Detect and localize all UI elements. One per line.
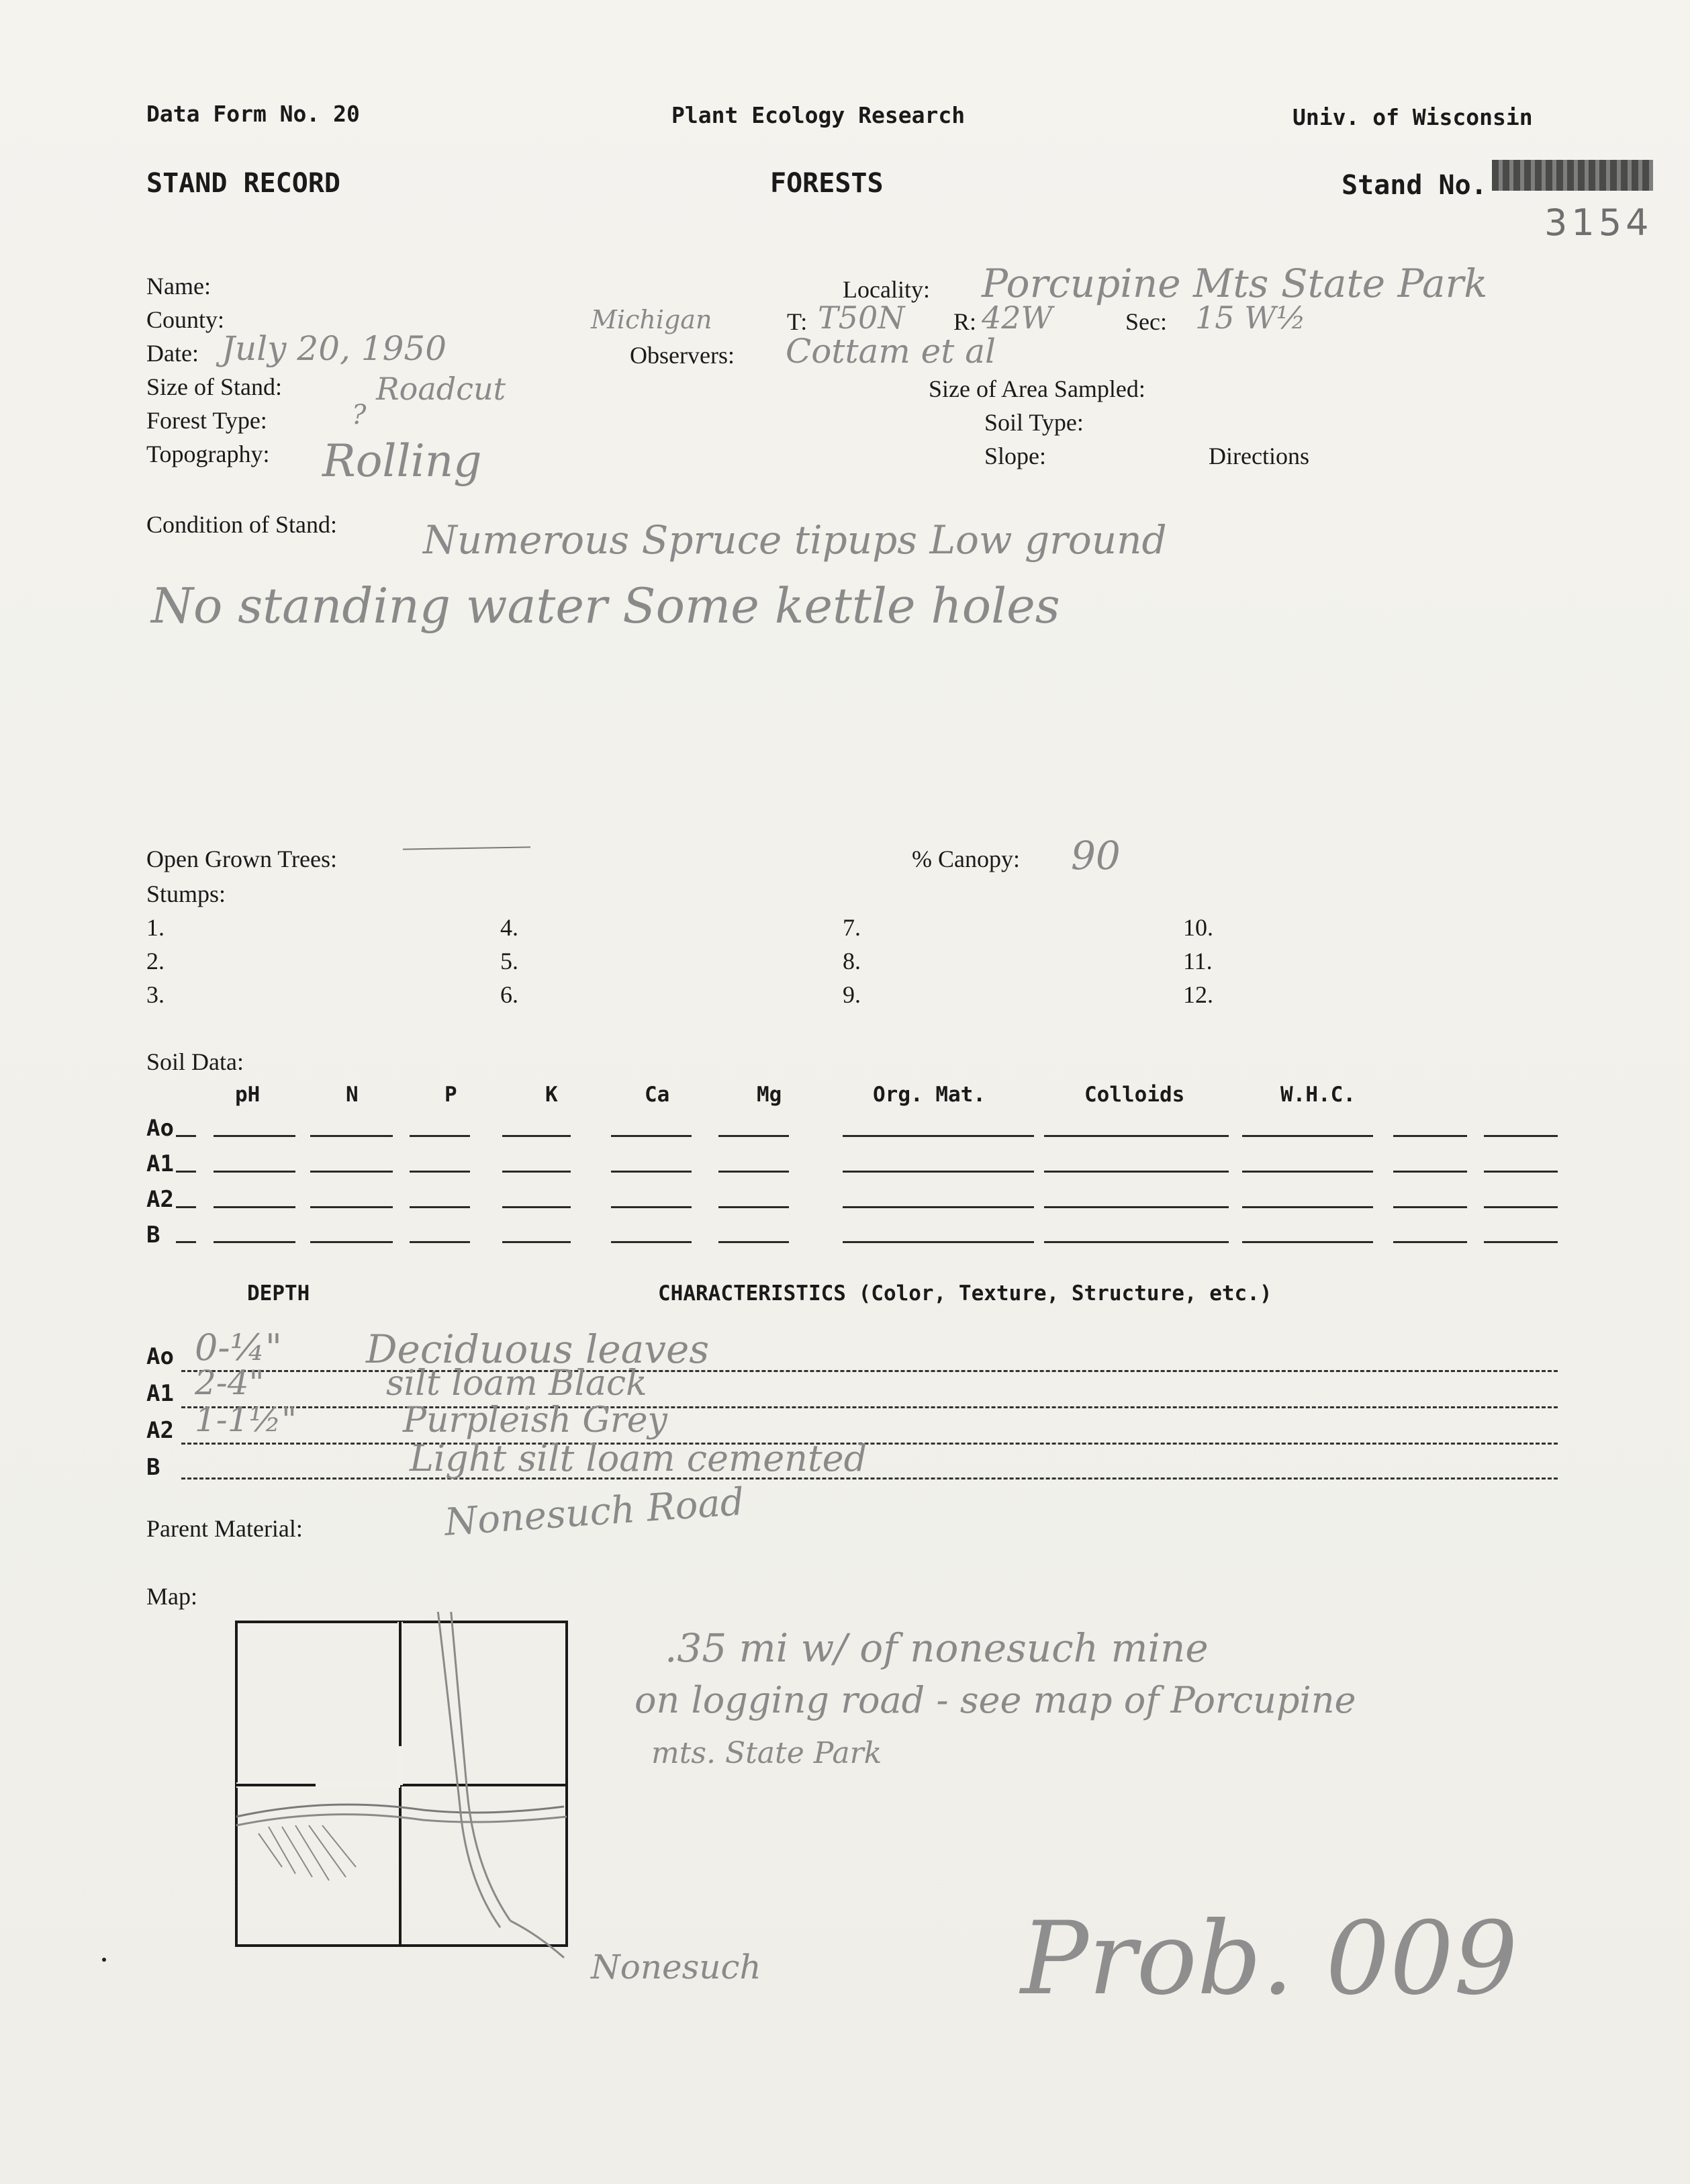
soil-cell-line bbox=[1242, 1241, 1373, 1243]
forest-title: FORESTS bbox=[770, 168, 884, 199]
topography-label: Topography: bbox=[146, 441, 270, 467]
stump-7: 7. bbox=[843, 914, 861, 941]
soil-cell-line bbox=[843, 1135, 1034, 1137]
map-sketch bbox=[228, 1612, 604, 1961]
soil-col-colloids: Colloids bbox=[1084, 1083, 1185, 1107]
observers-value: Cottam et al bbox=[786, 332, 996, 371]
scribbled-out-number bbox=[1492, 160, 1653, 191]
soil-cell-line bbox=[214, 1206, 295, 1208]
soil-cell-line bbox=[310, 1171, 393, 1173]
profile-row-ao: Ao bbox=[146, 1343, 174, 1370]
condition-label: Condition of Stand: bbox=[146, 511, 338, 538]
locality-label: Locality: bbox=[843, 276, 930, 303]
soil-cell-line bbox=[1484, 1206, 1558, 1208]
locality-value: Porcupine Mts State Park bbox=[982, 261, 1488, 306]
soil-type-label: Soil Type: bbox=[984, 409, 1084, 436]
soil-col-mg: Mg bbox=[757, 1083, 782, 1107]
soil-row-leader bbox=[176, 1206, 196, 1208]
soil-cell-line bbox=[410, 1135, 470, 1137]
county-label: County: bbox=[146, 306, 225, 333]
date-label: Date: bbox=[146, 340, 199, 367]
soil-cell-line bbox=[1484, 1135, 1558, 1137]
township-label: T: bbox=[787, 308, 808, 335]
parent-material-value: Nonesuch Road bbox=[443, 1480, 746, 1545]
form-number: Data Form No. 20 bbox=[146, 101, 360, 127]
forest-type-label: Forest Type: bbox=[146, 407, 267, 434]
size-area-label: Size of Area Sampled: bbox=[929, 375, 1145, 402]
soil-cell-line bbox=[310, 1135, 393, 1137]
soil-cell-line bbox=[843, 1241, 1034, 1243]
soil-cell-line bbox=[1044, 1135, 1229, 1137]
soil-cell-line bbox=[502, 1171, 571, 1173]
stump-4: 4. bbox=[500, 914, 518, 941]
condition-line-2: No standing water Some kettle holes bbox=[151, 578, 1060, 634]
soil-col-k: K bbox=[545, 1083, 558, 1107]
soil-cell-line bbox=[1242, 1135, 1373, 1137]
profile-desc-b: Light silt loam cemented bbox=[410, 1437, 867, 1480]
soil-cell-line bbox=[1044, 1206, 1229, 1208]
open-grown-trees-label: Open Grown Trees: bbox=[146, 846, 337, 872]
org-name: Plant Ecology Research bbox=[671, 102, 966, 128]
soil-col-n: N bbox=[346, 1083, 359, 1107]
stand-no-label: Stand No. bbox=[1342, 170, 1487, 201]
soil-row-leader bbox=[176, 1171, 196, 1173]
soil-row-b: B bbox=[146, 1222, 160, 1248]
profile-desc-ao: Deciduous leaves bbox=[366, 1326, 710, 1372]
stump-3: 3. bbox=[146, 981, 165, 1008]
soil-row-leader bbox=[176, 1135, 196, 1137]
soil-cell-line bbox=[1393, 1206, 1467, 1208]
soil-cell-line bbox=[214, 1135, 295, 1137]
soil-cell-line bbox=[718, 1171, 789, 1173]
soil-cell-line bbox=[410, 1241, 470, 1243]
range-value: 42W bbox=[982, 300, 1053, 336]
soil-cell-line bbox=[410, 1171, 470, 1173]
soil-cell-line bbox=[214, 1171, 295, 1173]
stray-dot bbox=[102, 1958, 106, 1962]
soil-cell-line bbox=[1393, 1135, 1467, 1137]
section-label: Sec: bbox=[1125, 308, 1167, 335]
slope-label: Slope: bbox=[984, 443, 1047, 469]
depth-label: DEPTH bbox=[247, 1281, 310, 1306]
township-value: T50N bbox=[818, 300, 905, 336]
soil-cell-line bbox=[310, 1241, 393, 1243]
topography-value: Rolling bbox=[322, 435, 482, 487]
stump-5: 5. bbox=[500, 948, 518, 974]
parent-material-label: Parent Material: bbox=[146, 1515, 303, 1542]
profile-row-a1: A1 bbox=[146, 1380, 174, 1407]
soil-cell-line bbox=[611, 1171, 692, 1173]
name-label: Name: bbox=[146, 273, 211, 300]
profile-line-a1 bbox=[181, 1406, 1558, 1408]
soil-cell-line bbox=[1044, 1241, 1229, 1243]
soil-cell-line bbox=[611, 1206, 692, 1208]
soil-row-ao: Ao bbox=[146, 1115, 174, 1142]
profile-depth-a2: 1-1½" bbox=[195, 1400, 297, 1439]
map-bottom-label: Nonesuch bbox=[591, 1948, 761, 1987]
size-of-stand-label: Size of Stand: bbox=[146, 373, 282, 400]
soil-col-org-mat: Org. Mat. bbox=[873, 1083, 986, 1107]
soil-cell-line bbox=[1242, 1206, 1373, 1208]
soil-cell-line bbox=[611, 1241, 692, 1243]
range-label: R: bbox=[953, 308, 977, 335]
date-value: July 20, 1950 bbox=[222, 329, 447, 368]
stump-12: 12. bbox=[1183, 981, 1213, 1008]
soil-data-label: Soil Data: bbox=[146, 1048, 244, 1075]
size-of-stand-value: Roadcut bbox=[376, 371, 506, 407]
soil-cell-line bbox=[410, 1206, 470, 1208]
soil-col-ca: Ca bbox=[645, 1083, 670, 1107]
profile-depth-a1: 2-4" bbox=[195, 1363, 265, 1402]
forest-type-value: ? bbox=[352, 400, 367, 430]
soil-cell-line bbox=[843, 1206, 1034, 1208]
stump-2: 2. bbox=[146, 948, 165, 974]
soil-cell-line bbox=[502, 1135, 571, 1137]
soil-cell-line bbox=[502, 1206, 571, 1208]
canopy-value: 90 bbox=[1071, 833, 1121, 878]
soil-cell-line bbox=[1393, 1241, 1467, 1243]
soil-cell-line bbox=[843, 1171, 1034, 1173]
open-grown-trees-dash bbox=[403, 846, 530, 850]
profile-line-a2 bbox=[181, 1443, 1558, 1445]
stump-8: 8. bbox=[843, 948, 861, 974]
soil-cell-line bbox=[214, 1241, 295, 1243]
soil-cell-line bbox=[718, 1241, 789, 1243]
soil-cell-line bbox=[1242, 1171, 1373, 1173]
soil-col-p: P bbox=[444, 1083, 457, 1107]
soil-cell-line bbox=[1484, 1171, 1558, 1173]
soil-row-a1: A1 bbox=[146, 1150, 174, 1177]
stump-10: 10. bbox=[1183, 914, 1213, 941]
map-note-line-1: .35 mi w/ of nonesuch mine bbox=[665, 1625, 1209, 1671]
soil-cell-line bbox=[718, 1135, 789, 1137]
stump-6: 6. bbox=[500, 981, 518, 1008]
county-value: Michigan bbox=[591, 305, 712, 334]
map-note-line-3: mts. State Park bbox=[651, 1736, 882, 1770]
record-title: STAND RECORD bbox=[146, 168, 340, 199]
soil-cell-line bbox=[502, 1241, 571, 1243]
university-name: Univ. of Wisconsin bbox=[1293, 104, 1533, 130]
profile-row-a2: A2 bbox=[146, 1417, 174, 1444]
soil-cell-line bbox=[310, 1206, 393, 1208]
map-label: Map: bbox=[146, 1583, 197, 1610]
stump-9: 9. bbox=[843, 981, 861, 1008]
profile-desc-a2: Purpleish Grey bbox=[403, 1400, 667, 1441]
soil-col-ph: pH bbox=[235, 1083, 261, 1107]
section-value: 15 W½ bbox=[1195, 300, 1307, 336]
soil-cell-line bbox=[718, 1206, 789, 1208]
soil-cell-line bbox=[1044, 1171, 1229, 1173]
directions-label: Directions bbox=[1209, 443, 1309, 469]
canopy-label: % Canopy: bbox=[912, 846, 1020, 872]
map-note-line-2: on logging road - see map of Porcupine bbox=[635, 1679, 1356, 1721]
profile-desc-a1: silt loam Black bbox=[386, 1363, 647, 1404]
soil-row-a2: A2 bbox=[146, 1186, 174, 1213]
problem-number: Prob. 009 bbox=[1021, 1901, 1518, 2017]
soil-cell-line bbox=[1393, 1171, 1467, 1173]
stumps-label: Stumps: bbox=[146, 880, 226, 907]
stump-11: 11. bbox=[1183, 948, 1213, 974]
soil-row-leader bbox=[176, 1241, 196, 1243]
observers-label: Observers: bbox=[630, 342, 735, 369]
characteristics-label: CHARACTERISTICS (Color, Texture, Structure, etc.) bbox=[658, 1281, 1272, 1306]
soil-cell-line bbox=[1484, 1241, 1558, 1243]
stand-number-value: 3154 bbox=[1544, 201, 1653, 244]
profile-row-b: B bbox=[146, 1454, 160, 1481]
profile-line-b bbox=[181, 1477, 1558, 1480]
stump-1: 1. bbox=[146, 914, 165, 941]
profile-depth-ao: 0-¼" bbox=[195, 1326, 282, 1369]
condition-line-1: Numerous Spruce tipups Low ground bbox=[423, 517, 1167, 563]
soil-cell-line bbox=[611, 1135, 692, 1137]
soil-col-whc: W.H.C. bbox=[1280, 1083, 1356, 1107]
